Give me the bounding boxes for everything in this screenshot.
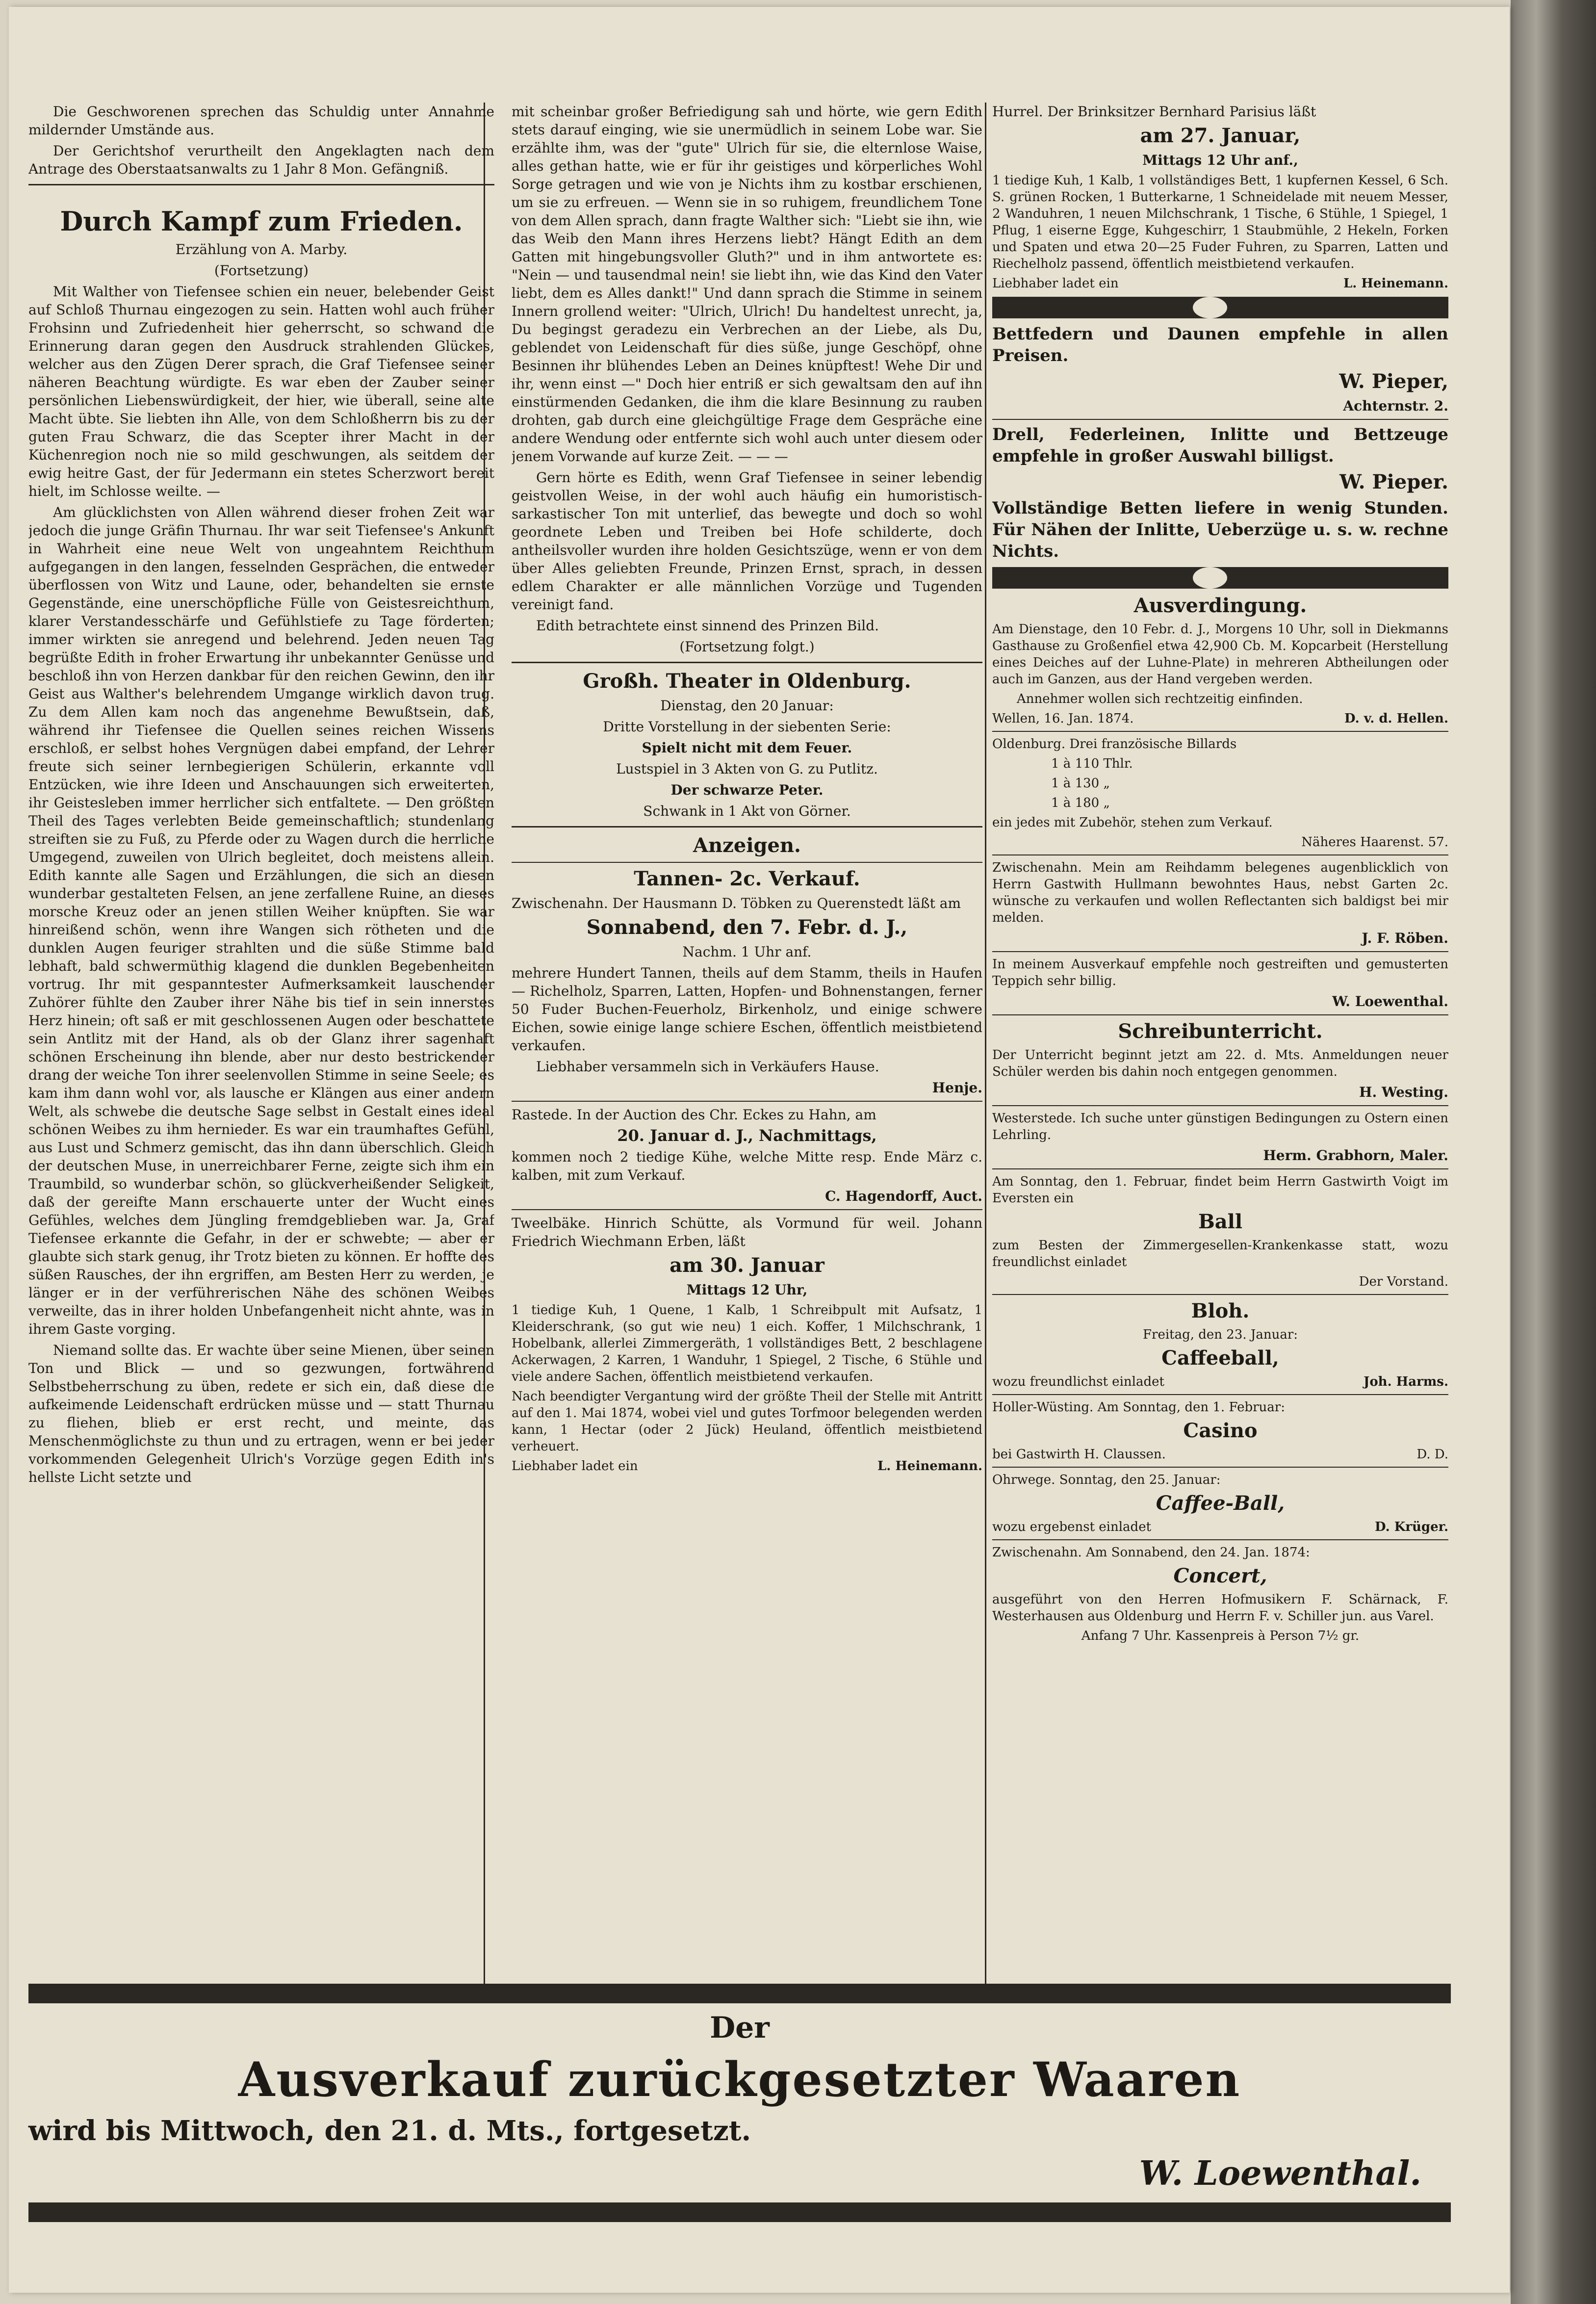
ad-body: Am Dienstage, den 10 Febr. d. J., Morgens 10 Uhr, soll in Diekmanns Gasthause zu Großenfiel etwa 42,900 Cb. M. Kopcarbeit (Herstellung eines Deiches auf der Luhne-Plate) in mehreren Abtheilungen oder auch im Ganzen, aus der Hand vergeben werden. [992, 622, 1448, 687]
ad-name: W. Pieper, [1339, 370, 1448, 393]
ad-text: kommen noch 2 tiedige Kühe, welche Mitte resp. Ende März c. kalben, mit zum Verkauf. [512, 1149, 982, 1183]
divider [992, 1394, 1448, 1395]
ad-intro: Zwischenahn. Der Hausmann D. Töbken zu Querenstedt läßt am [512, 895, 961, 911]
ad-body: Westerstede. Ich suche unter günstigen Bedingungen zu Ostern einen Lehrling. [992, 1111, 1448, 1142]
banner-line-3: wird bis Mittwoch, den 21. d. Mts., fortgesetzt. [28, 2115, 751, 2147]
ad-body: 1 tiedige Kuh, 1 Quene, 1 Kalb, 1 Schreibpult mit Aufsatz, 1 Kleiderschrank, (so gut wie neu) 1 eich. Koffer, 1 Milchschrank, 1 Hobelbank, allerlei Zimmergeräth, 1 vollständiges Bett, 2 beschlagene Ackerwagen, 2 Karren, 1 Wanduhr, 1 Spiegel, 2 Tische, 6 Stühle und viele andere Sachen, öffentlich meistbietend verkaufen. [512, 1303, 982, 1384]
ad-signature: H. Westing. [1359, 1084, 1448, 1100]
ad-signature: Näheres Haarenst. 57. [1301, 835, 1448, 850]
ad-place: Bloh. [1191, 1299, 1250, 1322]
ad-title: Ball [1198, 1210, 1243, 1233]
ads-heading: Anzeigen. [693, 834, 801, 857]
story-paragraph: Gern hörte es Edith, wenn Graf Tiefensee in seiner lebendig geistvollen Weise, in der wohl auch häufig ein humoristisch-sarkastischer Ton mit unterlief, das bewegte und doch so wohl geordnete Leben und Treiben bei Hofe schilderte, doch antheilsvoller wurden ihre holden Gesichtszüge, wenn er von dem über Alles geliebten Freunde, Prinzen Ernst, sprach, in dessen edlem Charakter er alle männlichen Vorzüge und Tugenden vereinigt fand. [512, 469, 982, 613]
ad-date: am 27. Januar, [1140, 124, 1301, 147]
divider [992, 1014, 1448, 1015]
ad-footer: Liebhaber versammeln sich in Verkäufers Hause. [536, 1059, 879, 1075]
ad-time: Mittags 12 Uhr, [686, 1282, 808, 1298]
ad-line: Bettfedern und Daunen empfehle in allen Preisen. [992, 324, 1448, 365]
divider [512, 826, 982, 828]
verdict-text: Die Geschworenen sprechen das Schuldig unter Annahme mildernder Umstände aus. [28, 104, 494, 138]
divider [992, 951, 1448, 952]
ad-body: ausgeführt von den Herren Hofmusikern F. Schärnack, F. Westerhausen aus Oldenburg und Herrn F. v. Schiller jun. aus Varel. [992, 1592, 1448, 1624]
theater-play-2: Der schwarze Peter. [670, 782, 824, 798]
divider [512, 862, 982, 863]
ad-signature: L. Heinemann. [1343, 276, 1448, 291]
theater-series: Dritte Vorstellung in der siebenten Serie: [603, 719, 891, 735]
divider [28, 184, 494, 185]
ad-note: Annehmer wollen sich rechtzeitig einfinden. [1017, 692, 1303, 706]
story-paragraph: Edith betrachtete einst sinnend des Prinzen Bild. [536, 618, 879, 634]
divider [992, 1105, 1448, 1106]
ad-footer: Liebhaber ladet ein [512, 1459, 638, 1474]
divider [992, 854, 1448, 855]
divider [512, 1101, 982, 1102]
divider [992, 1168, 1448, 1169]
ad-text: bei Gastwirth H. Claussen. [992, 1447, 1166, 1462]
ad-text: wozu ergebenst einladet [992, 1520, 1152, 1534]
ad-signature: D. Krüger. [1374, 1520, 1448, 1534]
ad-line: Vollständige Betten liefere in wenig Stunden. Für Nähen der Inlitte, Ueberzüge u. s. w. rechne Nichts. [992, 498, 1448, 561]
ad-line: Drell, Federleinen, Inlitte und Bettzeuge empfehle in großer Auswahl billigst. [992, 425, 1448, 466]
ad-footer: Liebhaber ladet ein [992, 276, 1119, 291]
story-paragraph: Am glücklichsten von Allen während dieser frohen Zeit war jedoch die junge Gräfin Thurnau. Ihr war seit Tiefensee's Ankunft in Wahrheit eine neue Welt von ungeahntem Reichthum aufgegangen in den langen, fesselnden Gesprächen, die entweder überflossen von Witz und Laune, oder, behandelten sie ernste Gegenstände, eine unerschöpfliche Fülle von Geistesreichthum, klarer Verstandesschärfe und Gefühlstiefe zu Tage förderten; immer wirkten sie anregend und belehrend. Jeden neuen Tag begrüßte Edith in froher Erwartung ihr unbekannter Genüsse und beschloß ihn von Herzen dankbar für den reichen Gewinn, den ihr Geist aus Walther's belehrendem Umgange wirklich davon trug. Zu dem Allen kam noch das angenehme Bewußtsein, daß, während ihr Tiefensee die Quellen seines reichen Wissens erschloß, er selbst hohes Vergnügen dabei empfand, der Lehrer freute sich seiner lernbegierigen Schülerin, erkannte voll Entzücken, wie ihre Ideen und Anschauungen sich erweiterten, ihr Geistesleben immer herrlicher sich entfaltete. — Den größten Theil des Tages verlebten Beide gemeinschaftlich; stundenlang streiften sie zu Fuß, zu Pferde oder zu Wagen durch die herrliche Umgegend, zuweilen von Ulrich begleitet, doch meistens allein. Edith kannte alle Sagen und Erzählungen, die sich an diesen wunderbar gestalteten Felsen, an jene zerfallene Ruine, an dieses morsche Kreuz oder an jenen stillen Weiher knüpften. Sie war hinreißend schön, wenn ihre Wangen sich rötheten und die dunklen Augen feuriger strahlten und die süße Stimme bald lebhaft, bald schwermüthig klagend die dunklen Begebenheiten vortrug. Ihr mit gespanntester Aufmerksamkeit lauschender Zuhörer fühlte den Zauber ihrer Nähe bis tief in sein innerstes Herz hinein; oft saß er mit geschlossenen Augen oder beschattete sein Antlitz mit der Hand, als ob der Glanz ihrer sagenhaft schönen Erscheinung ihn blende, aber nur desto bestrickender drang der weiche Ton ihrer seelenvollen Stimme in seine Seele; es kam ihm dann wohl vor, als lausche er Klängen aus einer andern Welt, als schwebe die deutsche Sage selbst in Gestalt eines ideal schönen Weibes zu ihm hernieder. Es war ein traumhaftes Gefühl, aus Lust und Schmerz gemischt, das ihn dann überschlich. Gleich der deutschen Muse, in unerreichbarer Ferne, zeigte sich ihm ein Traumbild, so wunderbar schön, so glückverheißender Seligkeit, daß der gereifte Mann erschauerte unter der Wucht eines Gefühles, welches dem Jüngling fremdgeblieben war. Ja, Graf Tiefensee erkannte die Gefahr, in der er schwebte; — aber er glaubte sich stark genug, ihr Trotz bieten zu können. Er hoffte des süßen Rausches, der ihn ergriffen, am Besten Herr zu werden, je länger er in der verführerischen Nähe des schönen Weibes verweilte, das in ihrer holden Unbefangenheit nicht ahnte, was in ihrem Gaste vorging. [28, 504, 494, 1337]
ad-signature: D. v. d. Hellen. [1344, 711, 1448, 726]
ad-body: mehrere Hundert Tannen, theils auf dem Stamm, theils in Haufen — Richelholz, Sparren, Latten, Hopfen- und Bohnenstangen, ferner 50 Fuder Buchen-Feuerholz, Birkenholz, und einige schwere Eichen, sowie einige lange schiere Eschen, öffentlich meistbietend verkaufen. [512, 965, 982, 1054]
ad-date: 20. Januar d. J., Nachmittags, [617, 1126, 877, 1145]
story-paragraph: Mit Walther von Tiefensee schien ein neuer, belebender Geist auf Schloß Thurnau eingezogen zu sein. Hatten wohl auch früher Frohsinn und Zufriedenheit hier geherrscht, so schwand die Erinnerung daran gegen den Ausdruck strahlenden Glückes, welcher aus den Zügen Derer sprach, die Graf Tiefensee seiner näheren Beachtung würdigte. Es war eben der Zauber seiner persönlichen Liebenswürdigkeit, der hier, wie überall, seine alte Macht übte. Sie liebten ihn Alle, von dem Schloßherrn bis zu der guten Frau Schwarz, die das Scepter ihrer Macht in der Küchenregion noch nie so mild geschwungen, als seitdem der ewig heitre Gast, der für Jedermann ein stetes Scherzwort bereit hielt, im Schlosse weilte. — [28, 284, 494, 499]
newspaper-page [9, 7, 1510, 2293]
ad-body: Zwischenahn. Mein am Reihdamm belegenes augenblicklich von Herrn Gastwith Hullmann bewohntes Haus, nebst Garten 2c. wünsche zu verkaufen und wollen Reflectanten sich baldigst bei mir melden. [992, 860, 1448, 925]
theater-title: Großh. Theater in Oldenburg. [583, 670, 911, 693]
theater-play-2-desc: Schwank in 1 Akt von Görner. [643, 803, 851, 819]
ad-body: In meinem Ausverkauf empfehle noch gestreiften und gemusterten Teppich sehr billig. [992, 957, 1448, 988]
ad-time: Mittags 12 Uhr anf., [1142, 152, 1298, 168]
ad-signature: Herm. Grabhorn, Maler. [1263, 1147, 1448, 1164]
column-rule [985, 103, 986, 1984]
sentence-text: Der Gerichtshof verurtheilt den Angeklagten nach dem Antrage des Oberstaatsanwalts zu 1 Jahr 8 Mon. Gefängniß. [28, 143, 494, 177]
ad-body: Am Sonntag, den 1. Februar, findet beim Herrn Gastwirth Voigt im Eversten ein [992, 1174, 1448, 1206]
ad-address: Achternstr. 2. [1343, 398, 1448, 414]
ornament-bar [28, 2202, 1451, 2222]
theater-date: Dienstag, den 20 Januar: [660, 698, 834, 714]
ad-text: zum Besten der Zimmergesellen-Krankenkasse statt, wozu freundlichst einladet [992, 1238, 1448, 1269]
ornament-bar [28, 1984, 1451, 2003]
bottom-banner [28, 1984, 1451, 2222]
ad-time: Nachm. 1 Uhr anf. [682, 944, 812, 960]
divider [992, 1467, 1448, 1468]
ad-footer: Anfang 7 Uhr. Kassenpreis à Person 7½ gr. [1081, 1629, 1360, 1643]
ad-row: 1 à 110 Thlr. [1051, 756, 1133, 771]
ad-signature: Der Vorstand. [1359, 1274, 1448, 1289]
book-binding-edge [1511, 0, 1596, 2304]
theater-play-1-desc: Lustspiel in 3 Akten von G. zu Putlitz. [616, 761, 878, 777]
banner-signature: W. Loewenthal. [1139, 2154, 1421, 2193]
banner-title: Ausverkauf zurückgesetzter Waaren [238, 2052, 1241, 2107]
ad-row: 1 à 180 „ [1051, 796, 1110, 810]
story-continuation: (Fortsetzung) [214, 262, 309, 279]
ad-body: ein jedes mit Zubehör, stehen zum Verkauf. [992, 815, 1273, 830]
ad-signature: Henje. [932, 1080, 982, 1096]
ad-date: Freitag, den 23. Januar: [1142, 1327, 1298, 1342]
ad-note: Nach beendigter Vergantung wird der größte Theil der Stelle mit Antritt auf den 1. Mai 1874, wobei viel und gutes Torfmoor belegenden werden kann, 1 Hectar (oder 2 Jück) Heuland, öffentlich meistbietend verheuert. [512, 1389, 982, 1454]
divider [512, 662, 982, 663]
story-paragraph: mit scheinbar großer Befriedigung sah und hörte, wie gern Edith stets darauf einging, wie sie unermüdlich in seinem Lobe war. Sie erzählte ihm, was der "gute" Ulrich für sie, die elternlose Waise, alles gethan hatte, wie er für ihr geistiges und körperliches Wohl Sorge getragen und wie von je Nichts ihm zu kostbar erschienen, um sie zu erfreuen. — Wenn sie in so ruhigem, freundlichem Tone von dem Allen sprach, dann fragte Walther sich: "Liebt sie ihn, wie das Weib den Mann ihres Herzens liebt? Hängt Edith an dem Gatten mit hingebungsvoller Gluth?" und in ihm antwortete es: "Nein — und tausendmal nein! sie liebt ihn, wie das Kind den Vater liebt, dem es Alles dankt!" Und dann sprach die Stimme in seinem Innern grollend weiter: "Ulrich, Ulrich! Du handeltest unrecht, ja, Du begingst geradezu ein Verbrechen an der Liebe, als Du, geblendet von Leidenschaft für dies süße, junge Geschöpf, ohne Besinnen ihr blühendes Leben an Deines knüpftest! Wehe Dir und ihr, wenn einst —" Doch hier entriß er sich gewaltsam den auf ihn einstürmenden Gedanken, die ihm die klare Besinnung zu rauben drohten, gab durch eine gleichgültige Frage dem Gespräche eine andere Wendung oder entfernte sich wohl auch unter diesem oder jenem Vorwande auf kurze Zeit. — — — [512, 104, 982, 465]
ad-intro: Zwischenahn. Am Sonnabend, den 24. Jan. 1874: [992, 1545, 1310, 1560]
ad-date: Sonnabend, den 7. Febr. d. J., [586, 916, 908, 939]
divider [992, 1539, 1448, 1540]
ad-signature: W. Loewenthal. [1332, 993, 1448, 1010]
ornament-bar [992, 297, 1448, 318]
column-1 [28, 103, 494, 1986]
ad-text: wozu freundlichst einladet [992, 1374, 1164, 1389]
divider [992, 731, 1448, 732]
ad-title: Concert, [1173, 1564, 1267, 1587]
banner-line-1: Der [710, 2011, 770, 2045]
ad-name: W. Pieper. [1339, 470, 1448, 493]
ad-title: Schreibunterricht. [1118, 1020, 1323, 1043]
story-paragraph: Niemand sollte das. Er wachte über seine Mienen, über seinen Ton und Blick — und so gezwungen, fortwährend Selbstbeherrschung zu üben, redete er sich ein, daß diese die aufkeimende Leidenschaft erdrücken müsse und — statt Thurnau zu fliehen, blieb er erst recht, und meinte, das Menschenmöglichste zu thun und zu ertragen, wenn er bei jeder vorkommenden Gelegenheit Ulrich's Vorzüge gegen Edith in's hellste Licht setzte und [28, 1342, 494, 1485]
ad-body: Rastede. In der Auction des Chr. Eckes zu Hahn, am [512, 1107, 876, 1123]
ad-title: Caffee-Ball, [1156, 1492, 1285, 1515]
ad-signature: D. D. [1416, 1447, 1448, 1462]
ad-title: Caffeeball, [1161, 1346, 1279, 1370]
divider [512, 1209, 982, 1210]
ad-signature: L. Heinemann. [877, 1459, 982, 1474]
ad-signature: Joh. Harms. [1364, 1374, 1448, 1389]
ad-intro: Oldenburg. Drei französische Billards [992, 737, 1237, 751]
ad-intro: Holler-Wüsting. Am Sonntag, den 1. Februar: [992, 1400, 1285, 1415]
story-to-be-continued: (Fortsetzung folgt.) [679, 639, 815, 655]
ornament-bar [992, 567, 1448, 589]
story-subtitle: Erzählung von A. Marby. [175, 241, 348, 258]
ad-signature: J. F. Röben. [1362, 930, 1448, 946]
column-2 [512, 103, 982, 1986]
ad-intro: Hurrel. Der Brinksitzer Bernhard Parisius läßt [992, 104, 1316, 120]
story-title: Durch Kampf zum Frieden. [60, 206, 463, 237]
ad-intro: Tweelbäke. Hinrich Schütte, als Vormund für weil. Johann Friedrich Wiechmann Erben, läßt [512, 1215, 982, 1249]
divider [992, 1294, 1448, 1295]
ad-date: am 30. Januar [669, 1254, 824, 1277]
ad-place: Wellen, 16. Jan. 1874. [992, 711, 1134, 726]
ad-body: Der Unterricht beginnt jetzt am 22. d. Mts. Anmeldungen neuer Schüler werden bis dahin noch entgegen genommen. [992, 1048, 1448, 1079]
ad-signature: C. Hagendorff, Auct. [825, 1188, 982, 1204]
ad-intro: Ohrwege. Sonntag, den 25. Januar: [992, 1473, 1221, 1487]
ad-title: Tannen- 2c. Verkauf. [634, 867, 860, 890]
ad-row: 1 à 130 „ [1051, 776, 1110, 791]
theater-play-1: Spielt nicht mit dem Feuer. [642, 740, 852, 756]
ad-body: 1 tiedige Kuh, 1 Kalb, 1 vollständiges Bett, 1 kupfernen Kessel, 6 Sch. S. grünen Rocken, 1 Butterkarne, 1 Schneidelade mit neuem Messer, 2 Wanduhren, 1 neuen Milchschrank, 1 Tische, 6 Stühle, 1 Spiegel, 1 Pflug, 1 eiserne Egge, Kuhgeschirr, 1 Staubmühle, 2 Hekeln, Forken und Spaten und etwa 20—25 Fuder Fuhren, zu Sparren, Latten und Riechelholz passend, öffentlich meistbietend verkaufen. [992, 173, 1448, 271]
ad-title: Casino [1183, 1419, 1258, 1442]
ad-title: Ausverdingung. [1133, 594, 1307, 617]
divider [992, 419, 1448, 420]
column-3 [992, 103, 1448, 1986]
